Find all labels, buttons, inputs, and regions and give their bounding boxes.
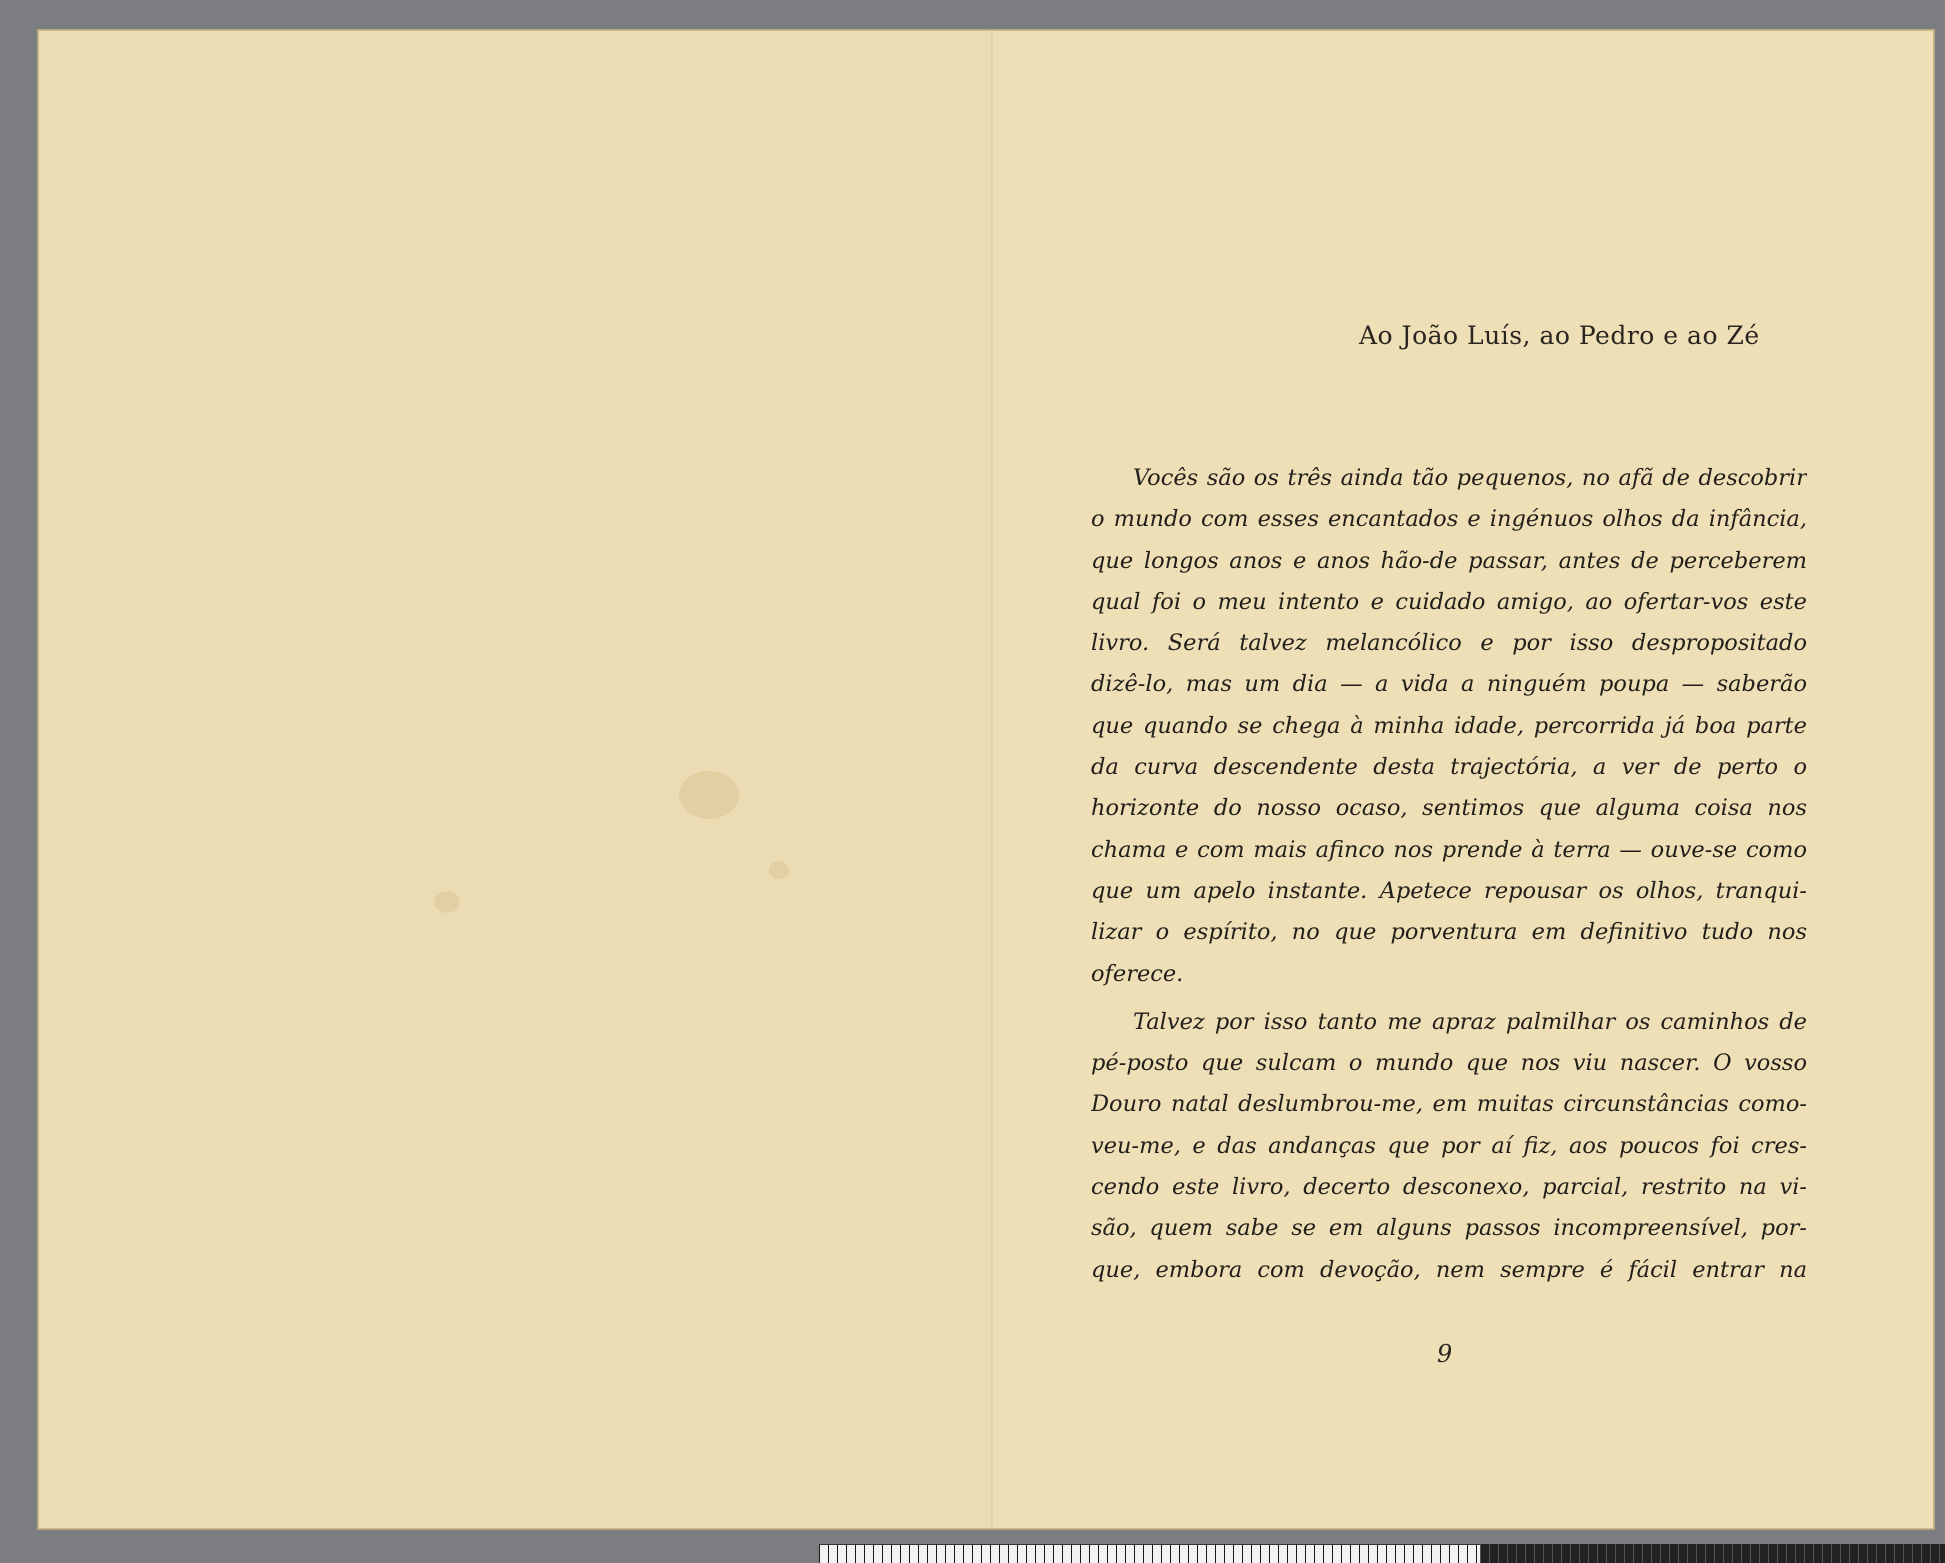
page-number: 9 — [1437, 1340, 1453, 1368]
text-line: chama e com mais afinco nos prende à terra — ouve-se como — [1091, 836, 1807, 863]
text-line: que longos anos e anos hão-de passar, antes de perceberem — [1091, 547, 1807, 574]
text-line: cendo este livro, decerto desconexo, parcial, restrito na vi- — [1091, 1174, 1807, 1201]
foxing-stain — [679, 771, 739, 819]
body-text — [1091, 458, 1807, 1291]
scale-ruler-dark-segment — [1480, 1544, 1945, 1563]
text-line: livro. Será talvez melancólico e por isso despropositado — [1091, 630, 1807, 657]
text-line: que, embora com devoção, nem sempre é fácil entrar na — [1091, 1256, 1807, 1283]
text-line: lizar o espírito, no que porventura em definitivo tudo nos — [1091, 919, 1807, 946]
text-line: o mundo com esses encantados e ingénuos olhos da infância, — [1091, 506, 1807, 533]
foxing-stain — [769, 861, 789, 879]
dedication: Ao João Luís, ao Pedro e ao Zé — [1359, 321, 1760, 350]
text-line: qual foi o meu intento e cuidado amigo, ao ofertar-vos este — [1091, 588, 1807, 615]
text-line: oferece. — [1091, 960, 1184, 987]
text-line: da curva descendente desta trajectória, a ver de perto o — [1091, 754, 1807, 781]
foxing-stain — [434, 891, 460, 913]
text-line: são, quem sabe se em alguns passos incompreensível, por- — [1091, 1215, 1807, 1242]
text-line: que quando se chega à minha idade, percorrida já boa parte — [1091, 712, 1807, 739]
paragraph-gap — [1091, 995, 1807, 1002]
left-page-blank — [39, 31, 993, 1528]
text-line: Douro natal deslumbrou-me, em muitas circunstâncias como- — [1091, 1091, 1807, 1118]
text-line: pé-posto que sulcam o mundo que nos viu nascer. O vosso — [1091, 1050, 1807, 1077]
text-line: que um apelo instante. Apetece repousar os olhos, tranqui- — [1091, 877, 1807, 904]
text-line: dizê-lo, mas um dia — a vida a ninguém poupa — saberão — [1091, 671, 1807, 698]
text-line: Talvez por isso tanto me apraz palmilhar os caminhos de — [1133, 1008, 1807, 1035]
text-line: Vocês são os três ainda tão pequenos, no afã de descobrir — [1133, 465, 1807, 491]
text-line: horizonte do nosso ocaso, sentimos que alguma coisa nos — [1091, 795, 1807, 822]
text-line: veu-me, e das andanças que por aí fiz, aos poucos foi cres- — [1091, 1132, 1807, 1159]
